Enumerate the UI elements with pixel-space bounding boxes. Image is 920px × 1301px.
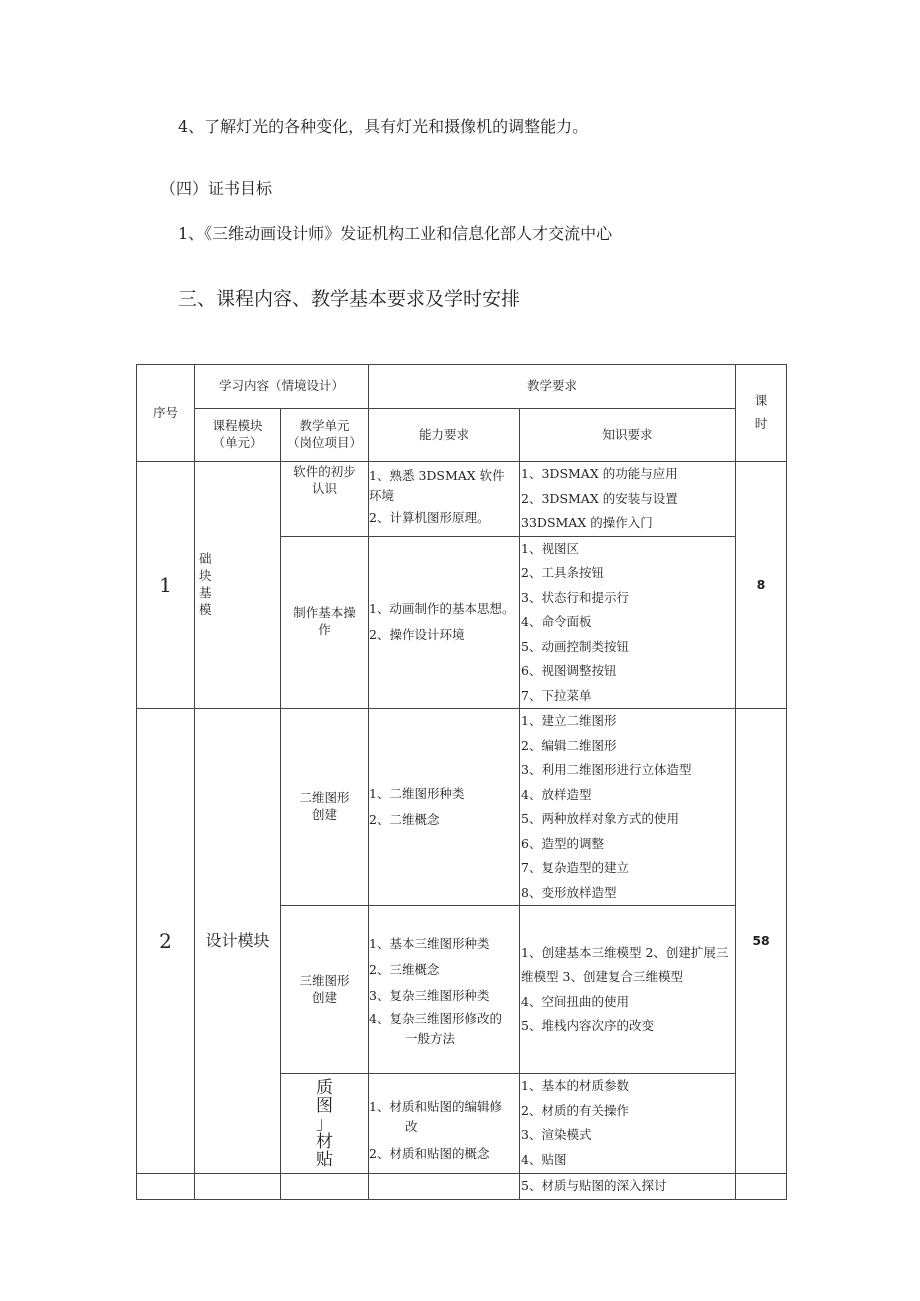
knowledge-item: 1、创建基本三维模型 2、创建扩展三 [521,944,729,960]
module-char: 模 [199,601,212,617]
ability-item: 1、动画制作的基本思想。 [369,601,515,617]
unit-name-line: 二维图形 [299,790,350,806]
knowledge-item: 5、动画控制类按钮 [521,638,629,654]
table-header-row [137,409,787,462]
unit-name [281,1174,369,1200]
knowledge-item: 维模型 3、创建复合三维模型 [521,969,683,984]
knowledge-item: 1、建立二维图形 [521,713,617,728]
unit-name [281,536,369,709]
knowledge-cell [520,1074,736,1174]
unit-name-line: 认识 [312,480,338,496]
knowledge-item: 6、造型的调整 [521,835,604,851]
table-row [137,709,787,906]
unit-name-line: 创建 [312,807,338,822]
knowledge-item: 7、下拉菜单 [521,687,592,703]
unit-name-char: 图 [316,1095,333,1116]
unit-name-line: 三维图形 [299,972,350,988]
knowledge-item: 5、材质与贴图的深入探讨 [521,1178,667,1193]
header-unit-line1: 教学单元 [299,418,350,434]
knowledge-cell [520,906,736,1074]
seq-cell [137,1174,195,1200]
header-requirements: 教学要求 [369,365,736,409]
hours-cell [736,1174,787,1200]
table-row [137,1174,787,1200]
ability-cell [369,709,520,906]
unit-name-line: 制作基本操 [293,605,356,621]
ability-item: 4、复杂三维图形修改的 [369,1010,502,1026]
knowledge-item: 7、复杂造型的建立 [521,860,629,875]
knowledge-item: 2、3DSMAX 的安装与设置 [521,490,678,506]
knowledge-item: 4、命令面板 [521,614,592,629]
knowledge-item: 3、利用二维图形进行立体造型 [521,762,692,777]
header-hours [736,365,787,462]
header-unit-line2: （岗位项目） [287,435,363,450]
ability-cell [369,1074,520,1174]
unit-name-line: 创建 [312,989,338,1005]
section-title: 三、课程内容、教学基本要求及学时安排 [178,288,521,310]
hours-cell: 8 [736,462,787,709]
ability-item: 改 [405,1119,418,1134]
unit-name-line: 作 [318,622,331,638]
ability-item: 1、二维图形种类 [369,786,465,801]
header-knowledge: 知识要求 [520,409,736,462]
unit-name-char: 质 [316,1077,333,1098]
knowledge-item: 1、3DSMAX 的功能与应用 [521,466,678,481]
unit-name-char: 贴 [316,1149,333,1170]
header-seq: 序号 [137,365,195,462]
unit-name [281,709,369,906]
header-ability: 能力要求 [369,409,520,462]
knowledge-item: 5、两种放样对象方式的使用 [521,811,679,826]
knowledge-cell [520,709,736,906]
unit-name-line: 软件的初步 [293,464,356,479]
module-char: 础 [199,551,212,567]
ability-item: 2、计算机图形原理。 [369,510,490,525]
ability-item: 2、二维概念 [369,812,440,827]
module-cell [195,462,281,709]
course-table [136,364,787,1200]
knowledge-item: 3、状态行和提示行 [521,589,629,605]
knowledge-item: 1、基本的材质参数 [521,1078,629,1093]
module-cell [195,1174,281,1200]
knowledge-item: 1、视图区 [521,540,579,556]
knowledge-item: 4、放样造型 [521,786,592,802]
ability-item: 2、三维概念 [369,961,440,977]
ability-item: 2、操作设计环境 [369,627,465,643]
knowledge-item: 3、渲染模式 [521,1127,592,1142]
seq-cell: 2 [137,709,195,1174]
ability-item: 3、复杂三维图形种类 [369,987,490,1003]
ability-item: 1、材质和贴图的编辑修 [369,1099,502,1114]
header-module-line1: 课程模块 [212,418,263,434]
header-hours-line2: 时 [754,416,768,431]
module-cell: 设计模块 [195,709,281,1174]
header-content: 学习内容（情境设计） [195,365,369,409]
knowledge-cell [520,462,736,537]
unit-name-char: 材 [316,1131,333,1152]
paragraph-item-4: 4、了解灯光的各种变化，具有灯光和摄像机的调整能力。 [178,117,589,136]
paragraph-cert-1: 1、《三维动画设计师》发证机构工业和信息化部人才交流中心 [178,224,613,243]
knowledge-item: 33DSMAX 的操作入门 [521,515,653,530]
ability-item: 1、基本三维图形种类 [369,935,490,951]
table-row [137,462,787,537]
ability-item: 一般方法 [405,1030,456,1046]
unit-name [281,906,369,1074]
module-char: 块 [199,568,212,584]
table-header-row [137,365,787,409]
knowledge-item: 6、视图调整按钮 [521,663,617,678]
unit-name [281,462,369,537]
knowledge-item: 4、空间扭曲的使用 [521,993,629,1009]
header-module-line2: （单元） [212,435,263,450]
unit-name [281,1074,369,1174]
ability-cell [369,536,520,709]
header-module [195,409,281,462]
ability-cell [369,462,520,537]
seq-cell: 1 [137,462,195,709]
ability-item: 1、熟悉 3DSMAX 软件 [369,468,505,483]
ability-item: 环境 [369,488,395,503]
unit-name-char: 」 [316,1113,333,1134]
knowledge-item: 2、材质的有关操作 [521,1102,629,1118]
ability-cell [369,906,520,1074]
knowledge-cell [520,536,736,709]
knowledge-item: 4、贴图 [521,1151,567,1167]
module-char: 基 [199,585,212,600]
hours-cell: 58 [736,709,787,1174]
header-hours-line1: 课 [754,393,768,409]
knowledge-item: 2、编辑二维图形 [521,737,617,753]
knowledge-item: 5、堆栈内容次序的改变 [521,1018,654,1033]
knowledge-item: 2、工具条按钮 [521,565,604,580]
ability-item: 2、材质和贴图的概念 [369,1146,490,1161]
ability-cell [369,1174,520,1200]
knowledge-cell [520,1174,736,1200]
header-unit [281,409,369,462]
knowledge-item: 8、变形放样造型 [521,884,617,900]
certificate-heading: （四）证书目标 [160,179,273,198]
